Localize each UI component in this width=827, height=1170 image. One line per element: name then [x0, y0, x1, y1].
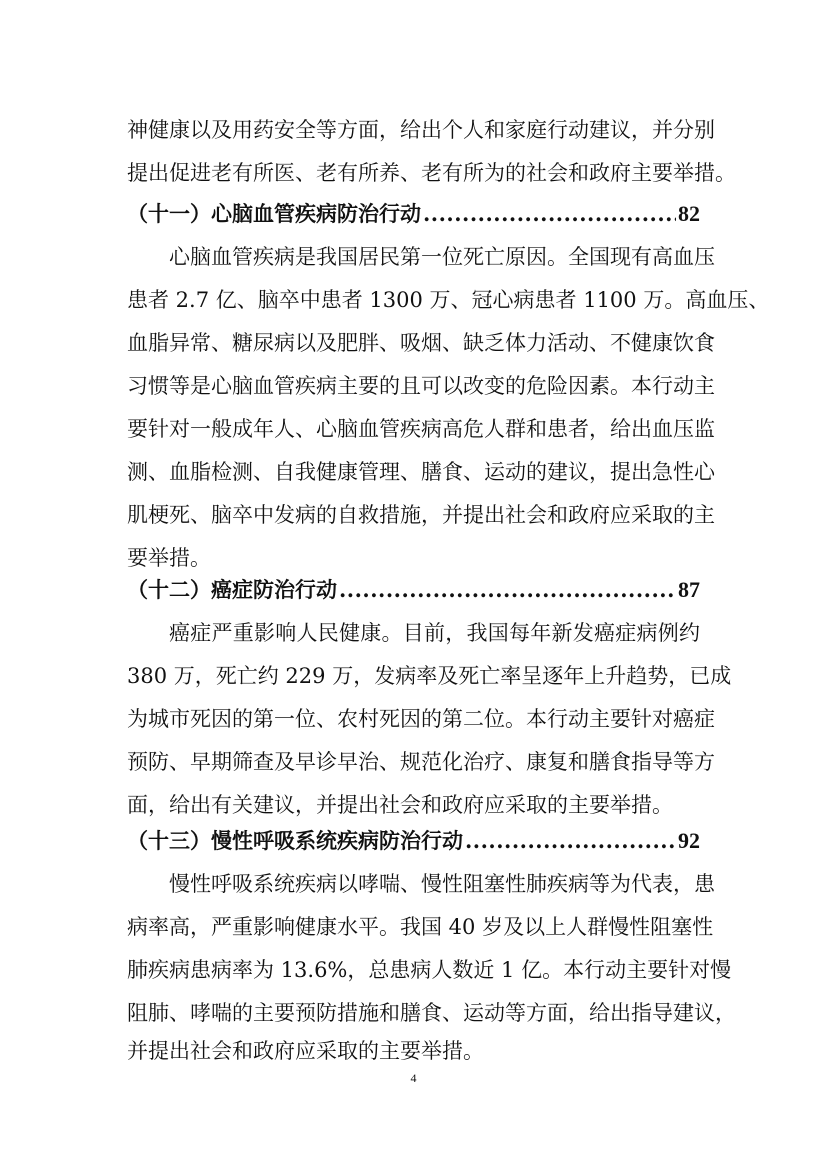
- section-12-line-1: 癌症严重影响人民健康。目前，我国每年新发癌症病例约: [169, 621, 700, 645]
- section-13-line-2: 病率高，严重影响健康水平。我国 40 岁及以上人群慢性阻塞性: [127, 915, 714, 939]
- section-11-line-7: 肌梗死、脑卒中发病的自救措施，并提出社会和政府应采取的主: [127, 503, 715, 527]
- dot-leader: [423, 199, 676, 229]
- section-11-line-2: 患者 2.7 亿、脑卒中患者 1300 万、冠心病患者 1100 万。高血压、: [127, 288, 770, 312]
- section-title: （十一）心脑血管疾病防治行动: [127, 201, 421, 226]
- intro-line-2: 提出促进老有所医、老有所养、老有所为的社会和政府主要举措。: [127, 161, 736, 185]
- section-title: （十三）慢性呼吸系统疾病防治行动: [127, 828, 463, 853]
- section-12-line-2: 380 万，死亡约 229 万，发病率及死亡率呈逐年上升趋势，已成: [127, 664, 732, 688]
- section-11-line-4: 习惯等是心脑血管疾病主要的且可以改变的危险因素。本行动主: [127, 374, 715, 398]
- section-page-number: 82: [678, 201, 700, 226]
- section-12-line-5: 面，给出有关建议，并提出社会和政府应采取的主要举措。: [127, 793, 673, 817]
- section-13-line-1: 慢性呼吸系统疾病以哮喘、慢性阻塞性肺疾病等为代表，患: [169, 872, 715, 896]
- section-11-line-3: 血脂异常、糖尿病以及肥胖、吸烟、缺乏体力活动、不健康饮食: [127, 331, 715, 355]
- page-number: 4: [410, 1071, 417, 1085]
- dot-leader: [339, 575, 676, 605]
- section-11-line-6: 测、血脂检测、自我健康管理、膳食、运动的建议，提出急性心: [127, 460, 715, 484]
- section-12-line-4: 预防、早期筛查及早诊早治、规范化治疗、康复和膳食指导等方: [127, 750, 715, 774]
- toc-entry-13[interactable]: [127, 826, 700, 856]
- section-11-line-5: 要针对一般成年人、心脑血管疾病高危人群和患者，给出血压监: [127, 417, 715, 441]
- section-page-number: 87: [678, 577, 700, 602]
- section-11-line-1: 心脑血管疾病是我国居民第一位死亡原因。全国现有高血压: [169, 245, 715, 269]
- toc-entry-12[interactable]: [127, 575, 700, 605]
- toc-entry-11[interactable]: [127, 199, 700, 229]
- section-13-line-4: 阻肺、哮喘的主要预防措施和膳食、运动等方面，给出指导建议，: [127, 1001, 736, 1025]
- section-12-line-3: 为城市死因的第一位、农村死因的第二位。本行动主要针对癌症: [127, 707, 715, 731]
- intro-line-1: 神健康以及用药安全等方面，给出个人和家庭行动建议，并分别: [127, 118, 715, 142]
- dot-leader: [465, 826, 676, 856]
- section-11-line-8: 要举措。: [127, 546, 211, 570]
- section-page-number: 92: [678, 828, 700, 853]
- section-title: （十二）癌症防治行动: [127, 577, 337, 602]
- section-13-line-5: 并提出社会和政府应采取的主要举措。: [127, 1039, 484, 1063]
- section-13-line-3: 肺疾病患病率为 13.6%，总患病人数近 1 亿。本行动主要针对慢: [127, 958, 732, 982]
